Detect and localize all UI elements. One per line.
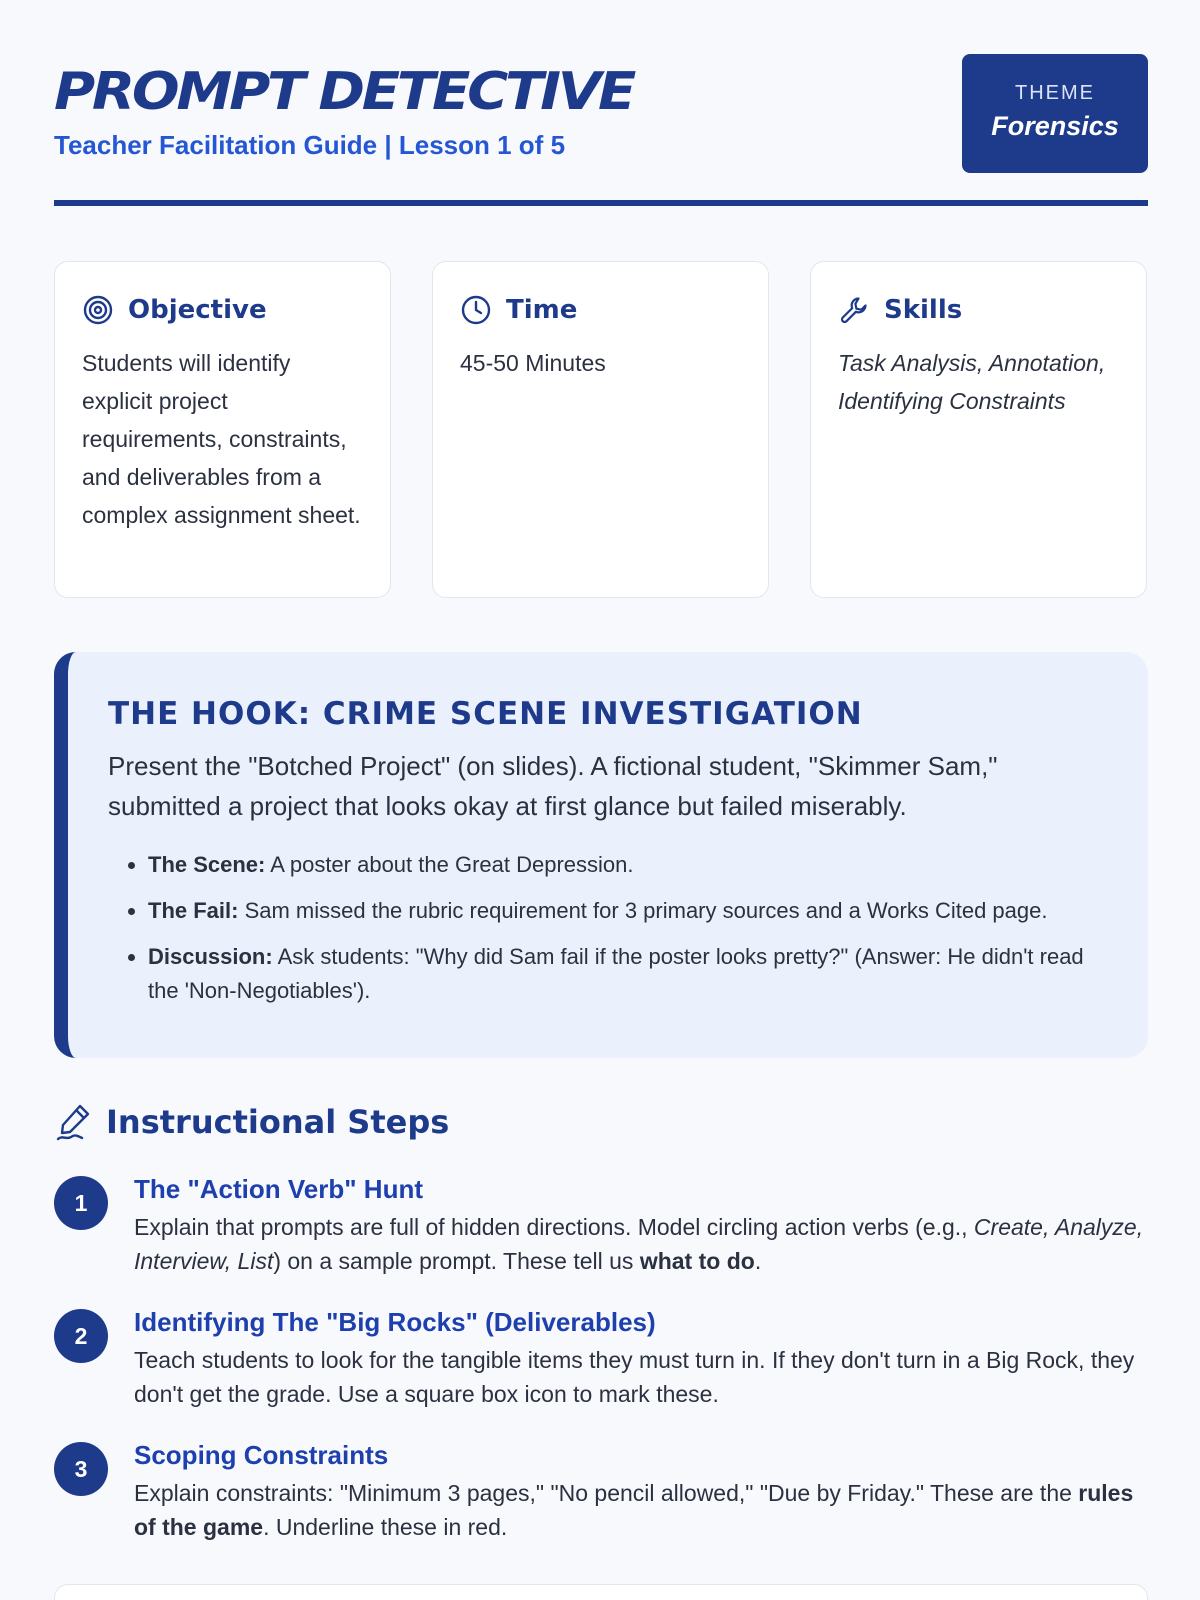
item-text: A poster about the Great Depression. <box>265 852 634 877</box>
time-card <box>432 261 769 598</box>
step-text: Explain that prompts are full of hidden directions. Model circling action verbs (e.g., Create, Analyze, Interview, List) on a sample prompt. These tell us what to do. <box>134 1214 1144 1274</box>
card-body: Task Analysis, Annotation, Identifying Constraints <box>838 350 1106 414</box>
item-label: The Fail: <box>148 898 239 923</box>
step-number: 3 <box>54 1442 108 1496</box>
page-header <box>54 0 1148 206</box>
hook-section <box>54 652 1148 1058</box>
list-item <box>148 894 1108 928</box>
clock-icon <box>460 294 492 326</box>
skills-card <box>810 261 1147 598</box>
objective-card <box>54 261 391 598</box>
step-number: 2 <box>54 1309 108 1363</box>
card-title: Time <box>506 295 578 325</box>
next-section-card <box>54 1584 1148 1600</box>
lesson-guide-page <box>54 0 1148 1540</box>
hook-list <box>108 848 1108 1008</box>
item-text: Ask students: "Why did Sam fail if the poster looks pretty?" (Answer: He didn't read the 'Non-Negotiables'). <box>148 944 1084 1003</box>
page-subtitle: Teacher Facilitation Guide | Lesson 1 of 5 <box>54 130 566 160</box>
list-item <box>148 940 1108 1008</box>
step-number: 1 <box>54 1176 108 1230</box>
hook-title: THE HOOK: CRIME SCENE INVESTIGATION <box>108 696 863 732</box>
card-title: Skills <box>884 295 963 325</box>
step-text: Teach students to look for the tangible items they must turn in. If they don't turn in a Big Rock, they don't get the grade. Use a square box icon to mark these. <box>134 1347 1135 1407</box>
step-title: Scoping Constraints <box>134 1440 389 1470</box>
steps-title: Instructional Steps <box>106 1103 450 1141</box>
item-label: The Scene: <box>148 852 266 877</box>
pen-icon <box>54 1102 92 1142</box>
hook-intro: Present the "Botched Project" (on slides). A fictional student, "Skimmer Sam," submitted a project that looks okay at first glance but failed miserably. <box>108 751 998 821</box>
page-title: PROMPT DETECTIVE <box>54 62 634 122</box>
wrench-icon <box>838 294 870 326</box>
step-title: Identifying The "Big Rocks" (Deliverables) <box>134 1307 656 1337</box>
step-title: The "Action Verb" Hunt <box>134 1174 423 1204</box>
theme-label: THEME <box>1015 82 1095 104</box>
step-text: Explain constraints: "Minimum 3 pages," "No pencil allowed," "Due by Friday." These are the rules of the game. Underline these in red. <box>134 1480 1134 1540</box>
item-label: Discussion: <box>148 944 273 969</box>
card-title: Objective <box>128 295 267 325</box>
theme-badge <box>962 54 1148 173</box>
info-cards <box>54 261 1148 598</box>
steps-header <box>54 1098 449 1146</box>
target-icon <box>82 294 114 326</box>
item-text: Sam missed the rubric requirement for 3 primary sources and a Works Cited page. <box>238 898 1048 923</box>
header-divider <box>54 200 1148 206</box>
list-item <box>148 848 1108 882</box>
theme-value: Forensics <box>991 111 1119 141</box>
card-body: Students will identify explicit project requirements, constraints, and deliverables from a complex assignment sheet. <box>82 350 361 528</box>
card-body: 45-50 Minutes <box>460 350 606 376</box>
